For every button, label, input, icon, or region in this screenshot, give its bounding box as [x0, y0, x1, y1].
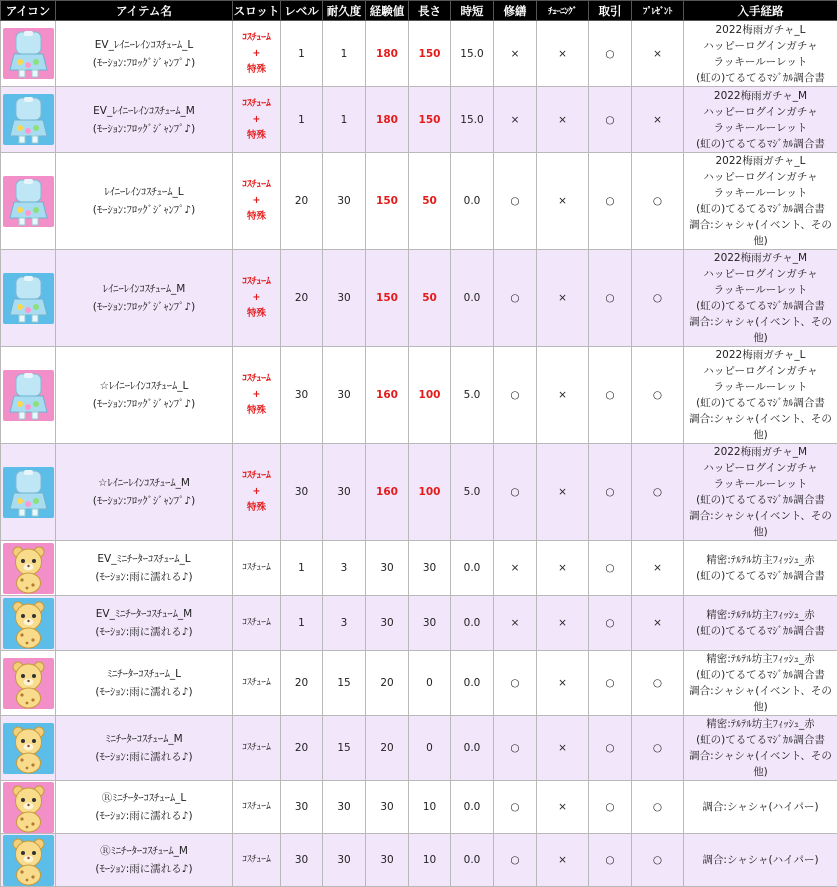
slot-cell — [233, 153, 281, 250]
level-cell: 20 — [281, 250, 323, 347]
route-line: 調合:シャシャ(イベント、その他) — [684, 411, 837, 443]
item-motion: (ﾓｰｼｮﾝ:ﾌﾛｯｸﾞｼﾞｬﾝﾌﾟ♪) — [56, 395, 232, 413]
time-cell: 0.0 — [451, 541, 494, 596]
present-cell: ○ — [632, 250, 684, 347]
route-line: ラッキールーレット — [684, 185, 837, 201]
route-line: ラッキールーレット — [684, 379, 837, 395]
exp-cell: 180 — [366, 87, 409, 153]
table-row — [1, 87, 837, 153]
present-cell: ○ — [632, 153, 684, 250]
exp-cell: 160 — [366, 347, 409, 444]
route-line: ラッキールーレット — [684, 282, 837, 298]
exp-cell: 30 — [366, 781, 409, 834]
route-line: 調合:シャシャ(ハイパー) — [684, 799, 837, 815]
level-cell: 20 — [281, 716, 323, 781]
exp-cell: 20 — [366, 651, 409, 716]
exp-cell: 30 — [366, 834, 409, 887]
tuning-cell: × — [537, 153, 589, 250]
header-trade: 取引 — [589, 1, 632, 21]
route-cell — [684, 87, 837, 153]
repair-cell: ○ — [494, 153, 537, 250]
cheetah-costume-l-icon — [3, 658, 54, 709]
item-name-cell — [56, 250, 233, 347]
tuning-cell: × — [537, 781, 589, 834]
level-cell: 1 — [281, 87, 323, 153]
item-motion: (ﾓｰｼｮﾝ:雨に濡れる♪) — [56, 748, 232, 766]
durability-cell: 30 — [323, 347, 366, 444]
present-cell: ○ — [632, 444, 684, 541]
slot-cell — [233, 21, 281, 87]
slot-type: ｺｽﾁｭｰﾑ — [233, 852, 280, 868]
icon-cell — [1, 21, 56, 87]
route-line: 調合:シャシャ(イベント、その他) — [684, 683, 837, 715]
level-cell: 1 — [281, 541, 323, 596]
route-line: 2022梅雨ガチャ_M — [684, 444, 837, 460]
header-durability: 耐久度 — [323, 1, 366, 21]
time-cell: 15.0 — [451, 21, 494, 87]
present-cell: ○ — [632, 834, 684, 887]
durability-cell: 3 — [323, 541, 366, 596]
repair-cell: × — [494, 21, 537, 87]
slot-type: ｺｽﾁｭｰﾑ — [233, 177, 280, 193]
route-line: 2022梅雨ガチャ_M — [684, 88, 837, 104]
header-exp: 経験値 — [366, 1, 409, 21]
slot-plus: + — [233, 46, 280, 62]
route-cell — [684, 781, 837, 834]
header-level: レベル — [281, 1, 323, 21]
header-route: 入手経路 — [684, 1, 837, 21]
item-name-cell — [56, 153, 233, 250]
item-name-cell — [56, 716, 233, 781]
item-motion: (ﾓｰｼｮﾝ:雨に濡れる♪) — [56, 623, 232, 641]
slot-special: 特殊 — [233, 209, 280, 225]
route-line: ハッピーログインガチャ — [684, 38, 837, 54]
exp-cell: 20 — [366, 716, 409, 781]
durability-cell: 15 — [323, 651, 366, 716]
tuning-cell: × — [537, 541, 589, 596]
level-cell: 1 — [281, 596, 323, 651]
header-present: ﾌﾟﾚｾﾞﾝﾄ — [632, 1, 684, 21]
route-cell — [684, 444, 837, 541]
route-cell — [684, 651, 837, 716]
item-name-cell — [56, 347, 233, 444]
rainy-costume-m-icon — [3, 273, 54, 324]
present-cell: × — [632, 541, 684, 596]
level-cell: 30 — [281, 834, 323, 887]
time-cell: 0.0 — [451, 250, 494, 347]
route-line: ハッピーログインガチャ — [684, 266, 837, 282]
trade-cell: ○ — [589, 651, 632, 716]
slot-special: 特殊 — [233, 306, 280, 322]
route-line: ラッキールーレット — [684, 476, 837, 492]
tuning-cell: × — [537, 87, 589, 153]
level-cell: 20 — [281, 153, 323, 250]
route-line: 精密:ﾃﾙﾃﾙ坊主ﾌｨｯｼｭ_赤 — [684, 552, 837, 568]
rainy-costume-m-icon — [3, 467, 54, 518]
length-cell: 150 — [409, 87, 451, 153]
slot-cell — [233, 541, 281, 596]
item-name: EV_ﾐﾆﾁｰﾀｰｺｽﾁｭｰﾑ_L — [56, 550, 232, 568]
header-tuning: ﾁｭｰﾆﾝｸﾞ — [537, 1, 589, 21]
route-line: 調合:シャシャ(イベント、その他) — [684, 508, 837, 540]
tuning-cell: × — [537, 347, 589, 444]
icon-cell — [1, 250, 56, 347]
durability-cell: 30 — [323, 834, 366, 887]
trade-cell: ○ — [589, 781, 632, 834]
level-cell: 30 — [281, 781, 323, 834]
repair-cell: ○ — [494, 834, 537, 887]
route-line: ハッピーログインガチャ — [684, 460, 837, 476]
header-time: 時短 — [451, 1, 494, 21]
length-cell: 30 — [409, 596, 451, 651]
item-motion: (ﾓｰｼｮﾝ:雨に濡れる♪) — [56, 568, 232, 586]
slot-type: ｺｽﾁｭｰﾑ — [233, 274, 280, 290]
route-line: 調合:シャシャ(イベント、その他) — [684, 748, 837, 780]
slot-special: 特殊 — [233, 403, 280, 419]
slot-plus: + — [233, 193, 280, 209]
present-cell: ○ — [632, 651, 684, 716]
slot-cell — [233, 651, 281, 716]
slot-type: ｺｽﾁｭｰﾑ — [233, 740, 280, 756]
present-cell: ○ — [632, 781, 684, 834]
repair-cell: × — [494, 87, 537, 153]
item-name-cell — [56, 87, 233, 153]
route-line: ハッピーログインガチャ — [684, 363, 837, 379]
trade-cell: ○ — [589, 834, 632, 887]
tuning-cell: × — [537, 444, 589, 541]
header-item-name: アイテム名 — [56, 1, 233, 21]
present-cell: × — [632, 87, 684, 153]
durability-cell: 1 — [323, 87, 366, 153]
time-cell: 5.0 — [451, 444, 494, 541]
cheetah-costume-m-icon — [3, 835, 54, 886]
route-cell — [684, 716, 837, 781]
repair-cell: × — [494, 541, 537, 596]
item-name: ﾚｲﾆｰﾚｲﾝｺｽﾁｭｰﾑ_L — [56, 183, 232, 201]
item-motion: (ﾓｰｼｮﾝ:ﾌﾛｯｸﾞｼﾞｬﾝﾌﾟ♪) — [56, 120, 232, 138]
table-row — [1, 21, 837, 87]
slot-cell — [233, 716, 281, 781]
route-cell — [684, 541, 837, 596]
icon-cell — [1, 347, 56, 444]
icon-cell — [1, 781, 56, 834]
length-cell: 0 — [409, 716, 451, 781]
route-line: ハッピーログインガチャ — [684, 169, 837, 185]
time-cell: 0.0 — [451, 716, 494, 781]
item-name-cell — [56, 444, 233, 541]
route-cell — [684, 250, 837, 347]
route-cell — [684, 347, 837, 444]
trade-cell: ○ — [589, 87, 632, 153]
time-cell: 0.0 — [451, 153, 494, 250]
route-line: (虹の)てるてるﾏｼﾞｶﾙ調合書 — [684, 667, 837, 683]
route-line: 精密:ﾃﾙﾃﾙ坊主ﾌｨｯｼｭ_赤 — [684, 607, 837, 623]
exp-cell: 30 — [366, 541, 409, 596]
item-name: EV_ﾚｲﾆｰﾚｲﾝｺｽﾁｭｰﾑ_M — [56, 102, 232, 120]
slot-type: ｺｽﾁｭｰﾑ — [233, 30, 280, 46]
slot-special: 特殊 — [233, 128, 280, 144]
table-row — [1, 444, 837, 541]
item-name: ﾐﾆﾁｰﾀｰｺｽﾁｭｰﾑ_M — [56, 730, 232, 748]
route-line: 2022梅雨ガチャ_L — [684, 153, 837, 169]
length-cell: 10 — [409, 834, 451, 887]
item-name-cell — [56, 21, 233, 87]
length-cell: 100 — [409, 444, 451, 541]
level-cell: 30 — [281, 444, 323, 541]
repair-cell: ○ — [494, 651, 537, 716]
item-name-cell — [56, 596, 233, 651]
slot-cell — [233, 87, 281, 153]
level-cell: 20 — [281, 651, 323, 716]
time-cell: 0.0 — [451, 834, 494, 887]
trade-cell: ○ — [589, 444, 632, 541]
route-line: 調合:シャシャ(ハイパー) — [684, 852, 837, 868]
item-motion: (ﾓｰｼｮﾝ:ﾌﾛｯｸﾞｼﾞｬﾝﾌﾟ♪) — [56, 201, 232, 219]
repair-cell: ○ — [494, 444, 537, 541]
table-row — [1, 781, 837, 834]
trade-cell: ○ — [589, 716, 632, 781]
slot-type: ｺｽﾁｭｰﾑ — [233, 560, 280, 576]
table-row — [1, 651, 837, 716]
present-cell: ○ — [632, 347, 684, 444]
route-line: (虹の)てるてるﾏｼﾞｶﾙ調合書 — [684, 298, 837, 314]
table-row — [1, 250, 837, 347]
exp-cell: 150 — [366, 250, 409, 347]
item-name-cell — [56, 541, 233, 596]
icon-cell — [1, 596, 56, 651]
length-cell: 30 — [409, 541, 451, 596]
item-motion: (ﾓｰｼｮﾝ:ﾌﾛｯｸﾞｼﾞｬﾝﾌﾟ♪) — [56, 54, 232, 72]
tuning-cell: × — [537, 596, 589, 651]
durability-cell: 30 — [323, 781, 366, 834]
slot-type: ｺｽﾁｭｰﾑ — [233, 468, 280, 484]
length-cell: 10 — [409, 781, 451, 834]
item-motion: (ﾓｰｼｮﾝ:雨に濡れる♪) — [56, 807, 232, 825]
slot-special: 特殊 — [233, 500, 280, 516]
icon-cell — [1, 651, 56, 716]
icon-cell — [1, 87, 56, 153]
route-line: (虹の)てるてるﾏｼﾞｶﾙ調合書 — [684, 136, 837, 152]
item-name: ☆ﾚｲﾆｰﾚｲﾝｺｽﾁｭｰﾑ_M — [56, 474, 232, 492]
time-cell: 5.0 — [451, 347, 494, 444]
route-line: (虹の)てるてるﾏｼﾞｶﾙ調合書 — [684, 492, 837, 508]
durability-cell: 30 — [323, 153, 366, 250]
rainy-costume-l-icon — [3, 370, 54, 421]
item-name: EV_ﾚｲﾆｰﾚｲﾝｺｽﾁｭｰﾑ_L — [56, 36, 232, 54]
tuning-cell: × — [537, 250, 589, 347]
length-cell: 0 — [409, 651, 451, 716]
route-line: ラッキールーレット — [684, 120, 837, 136]
durability-cell: 15 — [323, 716, 366, 781]
tuning-cell: × — [537, 21, 589, 87]
slot-type: ｺｽﾁｭｰﾑ — [233, 615, 280, 631]
route-line: 調合:シャシャ(イベント、その他) — [684, 314, 837, 346]
item-name: EV_ﾐﾆﾁｰﾀｰｺｽﾁｭｰﾑ_M — [56, 605, 232, 623]
rainy-costume-m-icon — [3, 94, 54, 145]
length-cell: 100 — [409, 347, 451, 444]
slot-type: ｺｽﾁｭｰﾑ — [233, 675, 280, 691]
slot-plus: + — [233, 290, 280, 306]
icon-cell — [1, 153, 56, 250]
cheetah-costume-m-icon — [3, 598, 54, 649]
table-row — [1, 596, 837, 651]
item-name-cell — [56, 834, 233, 887]
slot-plus: + — [233, 484, 280, 500]
item-name-cell — [56, 651, 233, 716]
trade-cell: ○ — [589, 347, 632, 444]
present-cell: ○ — [632, 716, 684, 781]
trade-cell: ○ — [589, 541, 632, 596]
level-cell: 30 — [281, 347, 323, 444]
table-row — [1, 716, 837, 781]
slot-cell — [233, 834, 281, 887]
item-name: Ⓡﾐﾆﾁｰﾀｰｺｽﾁｭｰﾑ_M — [56, 842, 232, 860]
item-motion: (ﾓｰｼｮﾝ:雨に濡れる♪) — [56, 860, 232, 878]
durability-cell: 1 — [323, 21, 366, 87]
level-cell: 1 — [281, 21, 323, 87]
route-line: 2022梅雨ガチャ_L — [684, 347, 837, 363]
durability-cell: 30 — [323, 250, 366, 347]
trade-cell: ○ — [589, 596, 632, 651]
slot-cell — [233, 596, 281, 651]
tuning-cell: × — [537, 716, 589, 781]
route-line: (虹の)てるてるﾏｼﾞｶﾙ調合書 — [684, 201, 837, 217]
header-length: 長さ — [409, 1, 451, 21]
length-cell: 50 — [409, 250, 451, 347]
route-line: ラッキールーレット — [684, 54, 837, 70]
slot-plus: + — [233, 112, 280, 128]
time-cell: 0.0 — [451, 781, 494, 834]
route-cell — [684, 596, 837, 651]
header-slot: スロット — [233, 1, 281, 21]
item-name-cell — [56, 781, 233, 834]
header-icon: アイコン — [1, 1, 56, 21]
item-motion: (ﾓｰｼｮﾝ:ﾌﾛｯｸﾞｼﾞｬﾝﾌﾟ♪) — [56, 492, 232, 510]
cheetah-costume-l-icon — [3, 543, 54, 594]
item-motion: (ﾓｰｼｮﾝ:雨に濡れる♪) — [56, 683, 232, 701]
route-cell — [684, 834, 837, 887]
present-cell: × — [632, 21, 684, 87]
header-row — [1, 1, 837, 21]
repair-cell: ○ — [494, 716, 537, 781]
exp-cell: 30 — [366, 596, 409, 651]
durability-cell: 3 — [323, 596, 366, 651]
trade-cell: ○ — [589, 21, 632, 87]
icon-cell — [1, 541, 56, 596]
slot-type: ｺｽﾁｭｰﾑ — [233, 371, 280, 387]
time-cell: 0.0 — [451, 596, 494, 651]
exp-cell: 160 — [366, 444, 409, 541]
icon-cell — [1, 444, 56, 541]
exp-cell: 180 — [366, 21, 409, 87]
slot-type: ｺｽﾁｭｰﾑ — [233, 799, 280, 815]
tuning-cell: × — [537, 651, 589, 716]
trade-cell: ○ — [589, 250, 632, 347]
cheetah-costume-l-icon — [3, 782, 54, 833]
table-row — [1, 153, 837, 250]
slot-cell — [233, 781, 281, 834]
exp-cell: 150 — [366, 153, 409, 250]
length-cell: 150 — [409, 21, 451, 87]
icon-cell — [1, 834, 56, 887]
table-row — [1, 347, 837, 444]
item-motion: (ﾓｰｼｮﾝ:ﾌﾛｯｸﾞｼﾞｬﾝﾌﾟ♪) — [56, 298, 232, 316]
route-line: 調合:シャシャ(イベント、その他) — [684, 217, 837, 249]
header-repair: 修繕 — [494, 1, 537, 21]
repair-cell: × — [494, 596, 537, 651]
slot-special: 特殊 — [233, 62, 280, 78]
route-cell — [684, 153, 837, 250]
route-line: (虹の)てるてるﾏｼﾞｶﾙ調合書 — [684, 395, 837, 411]
time-cell: 15.0 — [451, 87, 494, 153]
item-name: ☆ﾚｲﾆｰﾚｲﾝｺｽﾁｭｰﾑ_L — [56, 377, 232, 395]
trade-cell: ○ — [589, 153, 632, 250]
repair-cell: ○ — [494, 781, 537, 834]
rainy-costume-l-icon — [3, 28, 54, 79]
route-line: ハッピーログインガチャ — [684, 104, 837, 120]
table-row — [1, 834, 837, 887]
icon-cell — [1, 716, 56, 781]
table-row — [1, 541, 837, 596]
route-line: 精密:ﾃﾙﾃﾙ坊主ﾌｨｯｼｭ_赤 — [684, 716, 837, 732]
slot-cell — [233, 250, 281, 347]
repair-cell: ○ — [494, 250, 537, 347]
cheetah-costume-m-icon — [3, 723, 54, 774]
tuning-cell: × — [537, 834, 589, 887]
item-name: ﾐﾆﾁｰﾀｰｺｽﾁｭｰﾑ_L — [56, 665, 232, 683]
route-line: (虹の)てるてるﾏｼﾞｶﾙ調合書 — [684, 623, 837, 639]
route-cell — [684, 21, 837, 87]
item-name: Ⓡﾐﾆﾁｰﾀｰｺｽﾁｭｰﾑ_L — [56, 789, 232, 807]
route-line: 2022梅雨ガチャ_M — [684, 250, 837, 266]
rainy-costume-l-icon — [3, 176, 54, 227]
route-line: 精密:ﾃﾙﾃﾙ坊主ﾌｨｯｼｭ_赤 — [684, 651, 837, 667]
route-line: (虹の)てるてるﾏｼﾞｶﾙ調合書 — [684, 732, 837, 748]
slot-cell — [233, 347, 281, 444]
route-line: (虹の)てるてるﾏｼﾞｶﾙ調合書 — [684, 70, 837, 86]
time-cell: 0.0 — [451, 651, 494, 716]
slot-cell — [233, 444, 281, 541]
present-cell: × — [632, 596, 684, 651]
slot-plus: + — [233, 387, 280, 403]
item-name: ﾚｲﾆｰﾚｲﾝｺｽﾁｭｰﾑ_M — [56, 280, 232, 298]
route-line: (虹の)てるてるﾏｼﾞｶﾙ調合書 — [684, 568, 837, 584]
route-line: 2022梅雨ガチャ_L — [684, 22, 837, 38]
durability-cell: 30 — [323, 444, 366, 541]
repair-cell: ○ — [494, 347, 537, 444]
slot-type: ｺｽﾁｭｰﾑ — [233, 96, 280, 112]
table-body — [1, 21, 837, 887]
length-cell: 50 — [409, 153, 451, 250]
